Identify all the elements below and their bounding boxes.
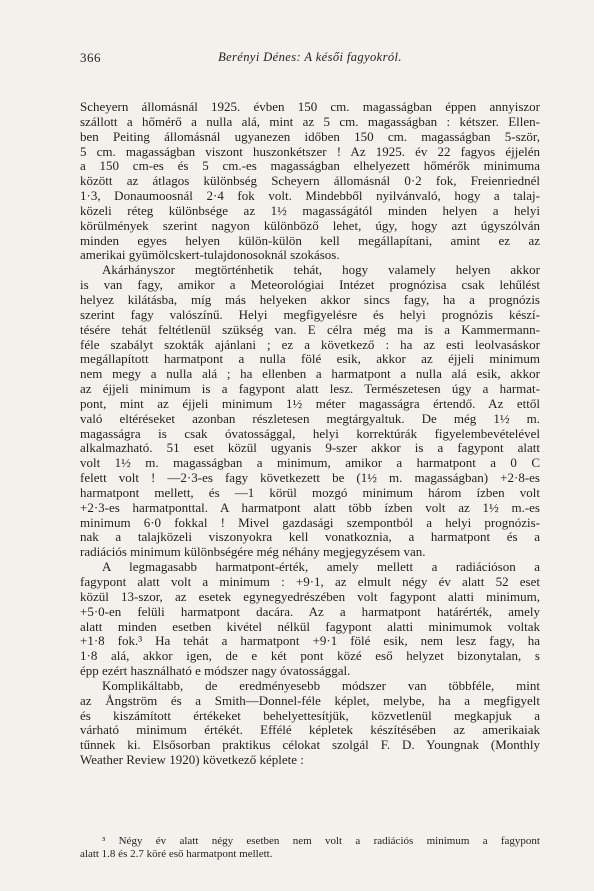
page-number: 366 [80, 50, 101, 65]
text-line: alatt minden esetben kivétel nélkül fagypont alatti minimumok voltak [80, 619, 540, 634]
text-line: Akárhányszor megtörténhetik tehát, hogy valamely helyen akkor [102, 263, 540, 278]
text-line: is van fagy, amikor a Meteorológiai Intézet prognózisa csak lehűlést [80, 278, 540, 293]
paragraph [80, 263, 540, 560]
running-title: Berényi Dénes: A késői fagyokról. [218, 50, 402, 64]
text-line: helyez kilátásba, míg más helyeken akkor sincs fagy, ha a prognózis [80, 292, 540, 307]
text-line: épp ezért használható e módszer nagy óvatossággal. [80, 664, 351, 679]
text-line: 1·8 alá, akkor igen, de e két pont közé eső helyzet bizonytalan, s [80, 649, 540, 664]
text-line: minden egyes helyen külön-külön kell megállapítani, amint ez az [80, 233, 540, 248]
text-line: fagypont alatt volt a minimum : +9·1, az elmult négy év alatt 52 eset [80, 575, 540, 589]
text-line: megállapított harmatpont a nulla fölé esik, akkor az éjjeli minimum [80, 352, 540, 367]
text-line: nem megy a nulla alá ; ha ellenben a harmatpont a nulla alá esik, akkor [80, 367, 540, 382]
text-line: közeli réteg különbsége az 1½ magasságától minden helyen a helyi [80, 203, 540, 218]
text-line: nak a talajközeli viszonyokra kell vonatkoznia, a harmatpont és a [80, 530, 540, 545]
text-line: alkalmazható. 51 eset közül ugyanis 9-szer akkor is a fagypont alatt [80, 441, 540, 456]
footnote-line: alatt 1.8 és 2.7 köré eső harmatpont mellett. [80, 848, 273, 860]
text-line: 1·3, Donaumoosnál 2·4 fok volt. Mindebből nyilvánvaló, hogy a talaj- [80, 189, 540, 204]
text-line: való eltéréseket azonban részletesen megtárgyaltuk. De még 1½ m. [80, 411, 540, 426]
text-line: magasságra is csak óvatossággal, helyi korrektúrák figyelembevételével [80, 426, 540, 441]
text-line: A legmagasabb harmatpont-érték, amely mellett a radiációson a [102, 560, 540, 575]
text-line: +2·3-es harmatponttal. A harmatpont alatt több ízben volt az 1½ m.-es [80, 500, 540, 515]
text-line: tésére tehát feltétlenül szükség van. E célra még ma is a Kammermann- [80, 322, 540, 337]
footnote [80, 835, 540, 861]
text-line: szállott a hőmérő a nulla alá, mint az 5 cm. magasságban : kétszer. Ellen- [80, 114, 540, 129]
text-line: minimum 6·0 fokkal ! Mivel gazdasági szempontból a helyi prognózis- [80, 515, 540, 530]
text-line: 5 cm. magasságban viszont huszonkétszer ! Az 1925. év 22 fagyos éjjelén [80, 144, 540, 159]
text-line: amerikai gyümölcskert-tulajdonosoknál szokásos. [80, 248, 340, 263]
text-line: Komplikáltabb, de eredményesebb módszer van többféle, mint [102, 678, 540, 693]
text-line: várható minimum értékét. Effélé képletek készítésében az amerikaiak [80, 723, 540, 738]
text-line: a 150 cm-es és 5 cm.-es magasságban elhelyezett hőmérők minimuma [80, 159, 540, 174]
text-line: Weather Review 1920) következő képlete : [80, 753, 304, 768]
text-line: között az átlagos különbség Scheyern állomásnál 0·2 fok, Freienriednél [80, 174, 540, 189]
text-line: +1·8 fok.³ Ha tehát a harmatpont +9·1 fölé esik, nem lesz fagy, ha [80, 634, 540, 649]
text-line: az éjjeli minimum is a fagypont alatt lesz. Természetesen úgy a harmat- [80, 382, 540, 397]
text-line: felett volt ! —2·3-es fagy következett be (1½ m. magasságban) +2·8-es [80, 471, 540, 486]
text-line: közül 13-szor, az esetek egynegyedrészében volt fagypont alatti minimum, [80, 589, 540, 604]
text-line: féle szabályt szokták ajánlani ; ez a következő : ha az esti leolvasáskor [80, 337, 540, 352]
paragraph [80, 560, 540, 679]
text-line: +5·0-en felüli harmatpont dacára. Az a harmatpont határérték, amely [80, 604, 540, 619]
text-line: volt 1½ m. magasságban a minimum, amikor a harmatpont a 0 C [80, 456, 540, 471]
text-line: és kiszámított értékeket behelyettesítjük, közvetlenül megkapjuk a [80, 708, 540, 723]
text-line: Scheyern állomásnál 1925. évben 150 cm. magasságban éppen annyiszor [80, 100, 540, 114]
text-line: pont, mint az éjjeli minimum 1½ méter magasságra értendő. Az ettől [80, 396, 540, 411]
text-line: ben Peiting állomásnál ugyanezen időben 150 cm. magasságban 5-ször, [80, 129, 540, 144]
paragraph [80, 100, 540, 263]
page-header [80, 50, 540, 68]
paragraph [80, 679, 540, 768]
text-line: körülmények szerint nagyon különböző lehet, úgy, hogy azt úgyszólván [80, 218, 540, 233]
text-line: harmatpont mellett, és —1 körül mozgó minimum három ízben volt [80, 485, 540, 500]
footnote-line: ³ Négy év alatt négy esetben nem volt a radiációs minimum a fagypont [102, 835, 540, 847]
body-text [80, 100, 540, 768]
text-line: az Ångström és a Smith—Donnel-féle képlet, melybe, ha a megfigyelt [80, 693, 540, 708]
text-line: tűnnek ki. Elsősorban praktikus célokat szolgál F. D. Youngnak (Monthly [80, 738, 540, 753]
text-line: szerint fagy valószínű. Helyi megfigyelésre és helyi prognózis készí- [80, 307, 540, 322]
text-line: radiációs minimum különbségére még néhány megjegyzésem van. [80, 545, 426, 560]
